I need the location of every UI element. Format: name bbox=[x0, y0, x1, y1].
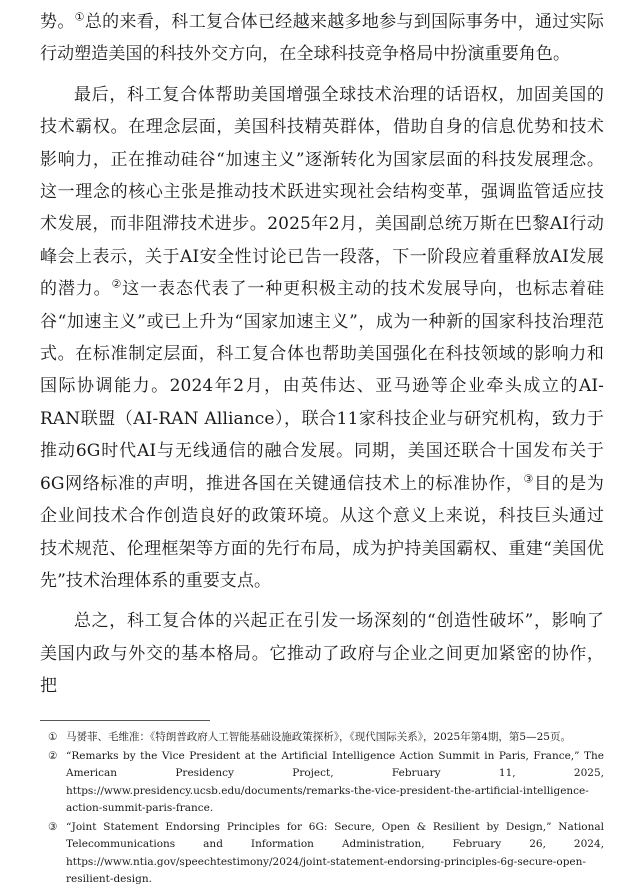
footnote-text: 马赟菲、毛维准：《特朗普政府人工智能基础设施政策探析》，《现代国际关系》，2025年第4期，第5—25页。 bbox=[66, 731, 571, 743]
paragraph-text: 总的来看，科工复合体已经越来越多地参与到国际事务中，通过实际行动塑造美国的科技外交方向，在全球科技竞争格局中扮演重要角色。 bbox=[40, 12, 605, 65]
footnote bbox=[40, 748, 604, 818]
footnote-reference: ③ bbox=[523, 472, 534, 486]
footnote-separator bbox=[40, 720, 210, 721]
paragraph-text: 目的是为企业间技术合作创造良好的政策环境。从这个意义上来说，科技巨头通过技术规范、伦理框架等方面的先行布局，成为护持美国霸权、重建“美国优先”技术治理体系的重要支点。 bbox=[40, 473, 604, 591]
paragraph-text: 这一表态代表了一种更积极主动的技术发展导向，也标志着硅谷“加速主义”或已上升为“国家加速主义”，成为一种新的国家科技治理范式。在标准制定层面，科工复合体也帮助美国强化在科技领域的影响力和国际协调能力。2024年2月，由英伟达、亚马逊等企业牵头成立的AI-RAN联盟（AI-RAN Alliance），联合11家科技企业与研究机构，致力于推动6G时代AI与无线通信的融合发展。同期，美国还联合十国发布关于6G网络标准的声明，推进各国在关键通信技术上的标准协作， bbox=[40, 279, 604, 494]
footnotes-section bbox=[40, 720, 604, 890]
footnote-number: ② bbox=[48, 749, 58, 762]
paragraph-text: 势。 bbox=[40, 12, 75, 32]
paragraph bbox=[40, 6, 604, 71]
footnote-text: “Remarks by the Vice President at the Artificial Intelligence Action Summit in Paris, France,” The American Presidency Project, February 11, 2025, https://www.presidency.ucsb.edu/documents/remarks-the-vice-president-the-artificial-intelligence-action-summit-paris-france. bbox=[66, 749, 604, 814]
footnote-reference: ① bbox=[74, 10, 85, 24]
footnote-number: ③ bbox=[48, 820, 58, 833]
footnote bbox=[40, 729, 604, 747]
paragraph bbox=[40, 605, 604, 702]
paragraph-text: 总之，科工复合体的兴起正在引发一场深刻的“创造性破坏”，影响了美国内政与外交的基本格局。它推动了政府与企业之间更加紧密的协作，把 bbox=[40, 611, 604, 697]
body-text bbox=[40, 6, 604, 703]
paragraph-text: 最后，科工复合体帮助美国增强全球技术治理的话语权，加固美国的技术霸权。在理念层面，美国科技精英群体，借助自身的信息优势和技术影响力，正在推动硅谷“加速主义”逐渐转化为国家层面的科技发展理念。这一理念的核心主张是推动技术跃进实现社会结构变革，强调监管适应技术发展，而非阻滞技术进步。2025年2月，美国副总统万斯在巴黎AI行动峰会上表示，关于AI安全性讨论已告一段落，下一阶段应着重释放AI发展的潜力。 bbox=[40, 84, 604, 300]
footnote-reference: ② bbox=[111, 277, 123, 291]
footnote-text: “Joint Statement Endorsing Principles for 6G: Secure, Open & Resilient by Design,” National Telecommunications and Information Administration, February 26, 2024, https://www.ntia.gov/speechtestimony/2024/joint-statement-endorsing-principles-6g-secure-open-resilient-design. bbox=[66, 820, 604, 885]
footnote bbox=[40, 819, 604, 889]
footnote-list bbox=[40, 729, 604, 889]
footnote-number: ① bbox=[48, 731, 58, 743]
paragraph bbox=[40, 79, 604, 598]
